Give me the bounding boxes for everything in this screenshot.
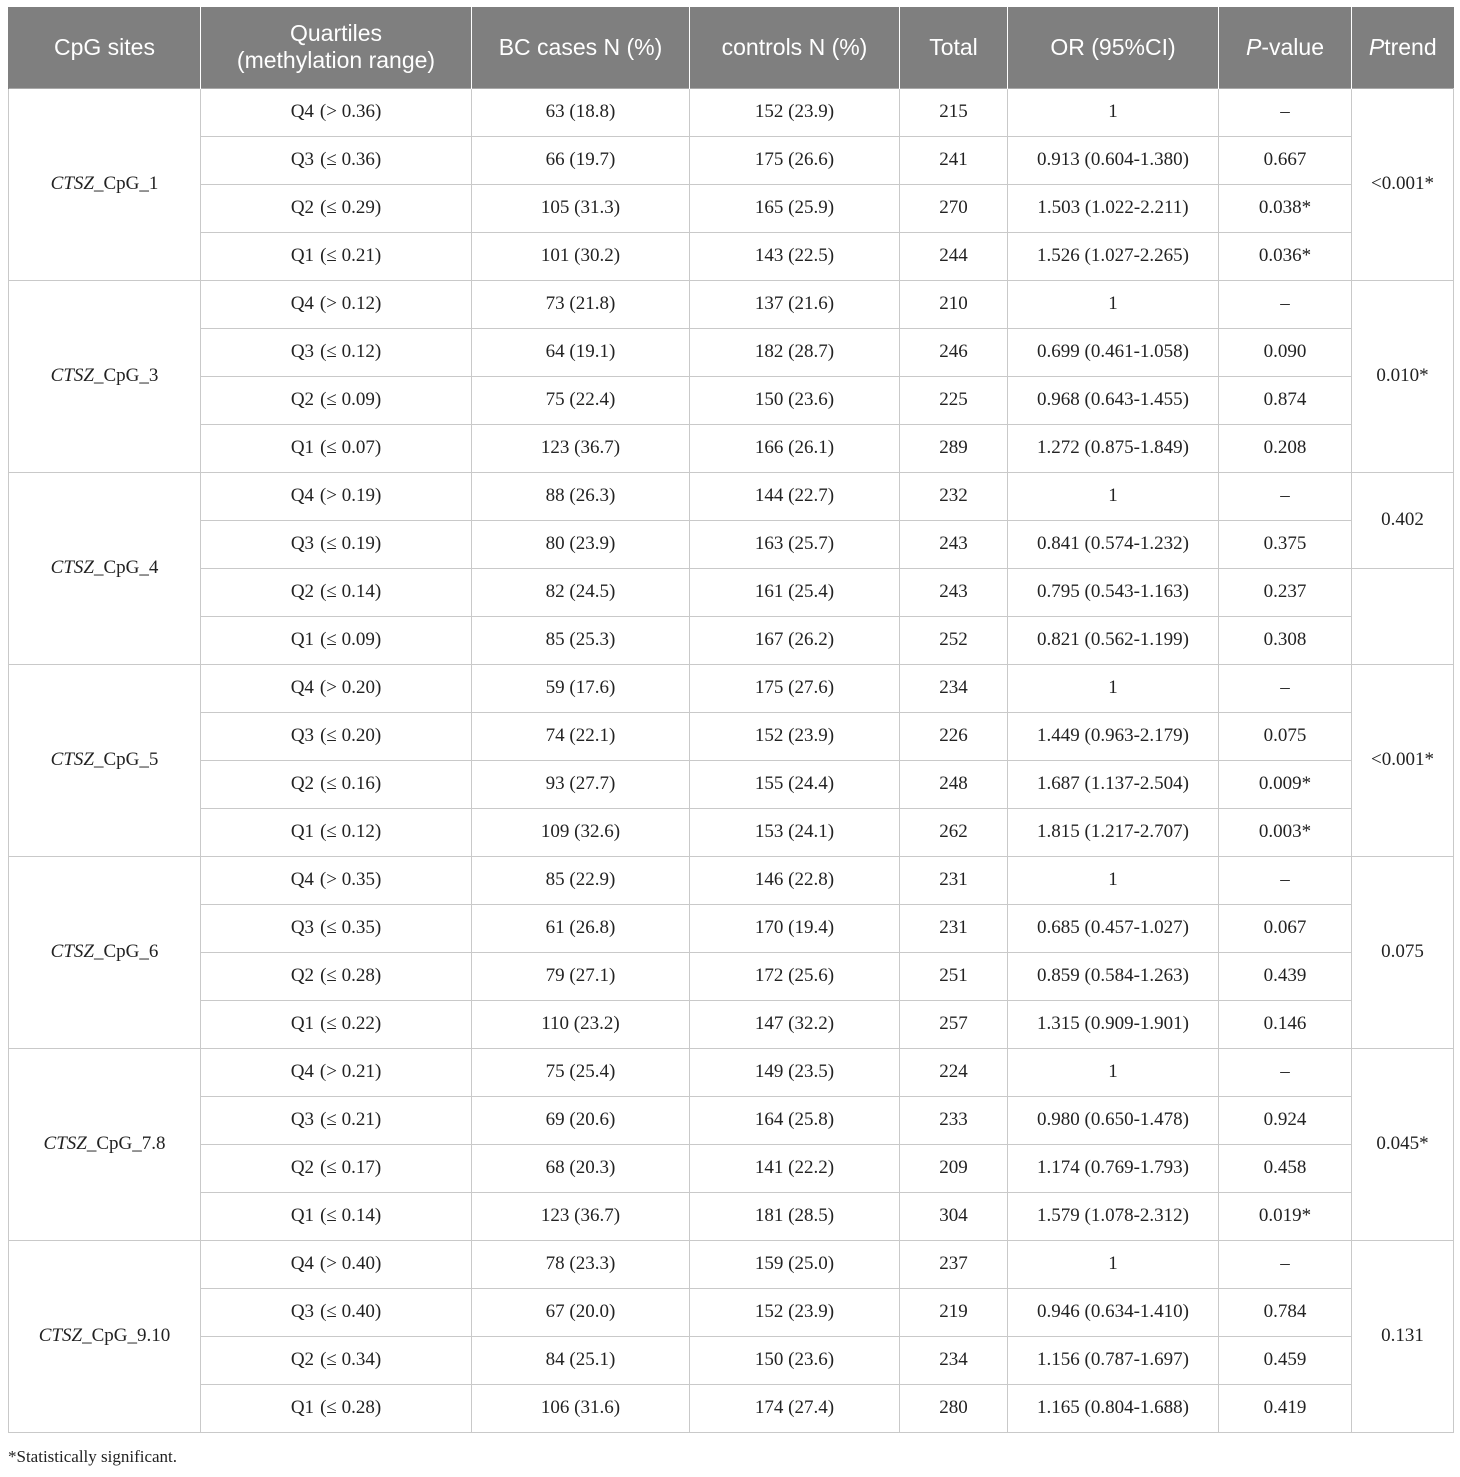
methylation-range: (≤ 0.07) (320, 437, 382, 458)
p-trend-cell: 0.075 (1352, 856, 1454, 1048)
footnote: *Statistically significant. (8, 1447, 178, 1466)
controls-cell: 159 (25.0) (690, 1240, 900, 1288)
p-value-cell: 0.208 (1219, 424, 1352, 472)
table-body (9, 88, 1454, 1432)
header-p-value: P-value (1219, 7, 1352, 88)
p-value-cell: – (1219, 280, 1352, 328)
table-row (9, 712, 1454, 760)
bc-cases-cell: 88 (26.3) (472, 472, 690, 520)
table-row (9, 1144, 1454, 1192)
bc-cases-cell: 59 (17.6) (472, 664, 690, 712)
quartile-label: Q3 (290, 341, 315, 362)
odds-ratio-cell: 1.526 (1.027-2.265) (1008, 232, 1219, 280)
methylation-range: (≤ 0.19) (320, 533, 382, 554)
controls-cell: 182 (28.7) (690, 328, 900, 376)
quartile-label: Q3 (290, 149, 315, 170)
cpg-site-gene: CTSZ (50, 365, 94, 386)
total-cell: 243 (900, 520, 1008, 568)
controls-cell: 174 (27.4) (690, 1384, 900, 1432)
header-bc-cases: BC cases N (%) (472, 7, 690, 88)
table-row (9, 568, 1454, 616)
total-cell: 224 (900, 1048, 1008, 1096)
total-cell: 219 (900, 1288, 1008, 1336)
odds-ratio-cell: 0.795 (0.543-1.163) (1008, 568, 1219, 616)
controls-cell: 152 (23.9) (690, 712, 900, 760)
methylation-range: (≤ 0.16) (320, 773, 382, 794)
odds-ratio-cell: 0.699 (0.461-1.058) (1008, 328, 1219, 376)
controls-cell: 163 (25.7) (690, 520, 900, 568)
bc-cases-cell: 79 (27.1) (472, 952, 690, 1000)
controls-cell: 153 (24.1) (690, 808, 900, 856)
cpg-site-suffix: _CpG_4 (93, 557, 159, 578)
cpg-site-cell (9, 1240, 201, 1432)
p-value-cell: – (1219, 88, 1352, 136)
p-value-cell: – (1219, 1048, 1352, 1096)
total-cell: 231 (900, 904, 1008, 952)
quartile-label: Q4 (290, 485, 314, 506)
total-cell: 304 (900, 1192, 1008, 1240)
methylation-range: (≤ 0.21) (320, 1109, 382, 1130)
odds-ratio-cell: 1 (1008, 472, 1219, 520)
methylation-range: (≤ 0.14) (320, 581, 382, 602)
odds-ratio-cell: 1.687 (1.137-2.504) (1008, 760, 1219, 808)
quartile-label: Q2 (290, 1349, 315, 1370)
bc-cases-cell: 61 (26.8) (472, 904, 690, 952)
odds-ratio-cell: 0.946 (0.634-1.410) (1008, 1288, 1219, 1336)
total-cell: 231 (900, 856, 1008, 904)
quartile-cell (201, 520, 472, 568)
controls-cell: 150 (23.6) (690, 1336, 900, 1384)
total-cell: 257 (900, 1000, 1008, 1048)
cpg-site-gene: CTSZ (50, 749, 94, 770)
total-cell: 243 (900, 568, 1008, 616)
cpg-site-gene: CTSZ (50, 941, 94, 962)
table-row (9, 808, 1454, 856)
odds-ratio-cell: 0.980 (0.650-1.478) (1008, 1096, 1219, 1144)
p-value-cell: 0.003* (1219, 808, 1352, 856)
controls-cell: 164 (25.8) (690, 1096, 900, 1144)
p-trend-cell: 0.131 (1352, 1240, 1454, 1432)
p-trend-cell (1352, 568, 1454, 664)
total-cell: 251 (900, 952, 1008, 1000)
total-cell: 246 (900, 328, 1008, 376)
total-cell: 237 (900, 1240, 1008, 1288)
controls-cell: 175 (26.6) (690, 136, 900, 184)
header-controls: controls N (%) (690, 7, 900, 88)
controls-cell: 144 (22.7) (690, 472, 900, 520)
table-row (9, 136, 1454, 184)
header-or: OR (95%CI) (1008, 7, 1219, 88)
quartile-label: Q1 (290, 245, 315, 266)
p-value-cell: 0.075 (1219, 712, 1352, 760)
quartile-label: Q3 (290, 1109, 315, 1130)
table-row (9, 664, 1454, 712)
odds-ratio-cell: 1.174 (0.769-1.793) (1008, 1144, 1219, 1192)
p-value-cell: – (1219, 856, 1352, 904)
controls-cell: 146 (22.8) (690, 856, 900, 904)
quartile-label: Q3 (290, 725, 315, 746)
bc-cases-cell: 73 (21.8) (472, 280, 690, 328)
table-row (9, 1048, 1454, 1096)
table-row (9, 232, 1454, 280)
bc-cases-cell: 75 (25.4) (472, 1048, 690, 1096)
quartile-cell (201, 280, 472, 328)
p-value-cell: 0.038* (1219, 184, 1352, 232)
controls-cell: 147 (32.2) (690, 1000, 900, 1048)
quartile-cell (201, 1240, 472, 1288)
methylation-range: (≤ 0.21) (320, 245, 382, 266)
quartile-label: Q4 (290, 677, 314, 698)
odds-ratio-cell: 0.913 (0.604-1.380) (1008, 136, 1219, 184)
bc-cases-cell: 68 (20.3) (472, 1144, 690, 1192)
quartile-label: Q4 (290, 293, 314, 314)
bc-cases-cell: 85 (25.3) (472, 616, 690, 664)
cpg-site-suffix: _CpG_9.10 (82, 1325, 171, 1346)
p-trend-cell: <0.001* (1352, 664, 1454, 856)
cpg-site-gene: CTSZ (43, 1133, 87, 1154)
controls-cell: 141 (22.2) (690, 1144, 900, 1192)
methylation-range: (≤ 0.12) (320, 821, 382, 842)
table-row (9, 328, 1454, 376)
p-value-cell: 0.784 (1219, 1288, 1352, 1336)
p-value-cell: 0.459 (1219, 1336, 1352, 1384)
odds-ratio-cell: 1.815 (1.217-2.707) (1008, 808, 1219, 856)
quartile-cell (201, 712, 472, 760)
controls-cell: 152 (23.9) (690, 88, 900, 136)
methylation-range: (> 0.20) (319, 677, 382, 698)
quartile-label: Q2 (290, 773, 315, 794)
odds-ratio-cell: 1.579 (1.078-2.312) (1008, 1192, 1219, 1240)
methylation-range: (≤ 0.17) (320, 1157, 382, 1178)
total-cell: 234 (900, 664, 1008, 712)
methylation-range: (≤ 0.12) (320, 341, 382, 362)
odds-ratio-cell: 1 (1008, 856, 1219, 904)
total-cell: 226 (900, 712, 1008, 760)
quartile-cell (201, 808, 472, 856)
total-cell: 289 (900, 424, 1008, 472)
quartile-cell (201, 1048, 472, 1096)
p-trend-cell: 0.402 (1352, 472, 1454, 568)
odds-ratio-cell: 1.315 (0.909-1.901) (1008, 1000, 1219, 1048)
table-row (9, 1000, 1454, 1048)
total-cell: 233 (900, 1096, 1008, 1144)
cpg-site-cell (9, 1048, 201, 1240)
total-cell: 252 (900, 616, 1008, 664)
table-row (9, 952, 1454, 1000)
odds-ratio-cell: 1.503 (1.022-2.211) (1008, 184, 1219, 232)
cpg-site-gene: CTSZ (50, 557, 94, 578)
table-row (9, 1192, 1454, 1240)
controls-cell: 172 (25.6) (690, 952, 900, 1000)
cpg-site-gene: CTSZ (50, 173, 94, 194)
p-value-cell: 0.439 (1219, 952, 1352, 1000)
quartile-label: Q1 (290, 1205, 315, 1226)
quartile-cell (201, 376, 472, 424)
bc-cases-cell: 123 (36.7) (472, 1192, 690, 1240)
p-value-cell: 0.036* (1219, 232, 1352, 280)
cpg-site-suffix: _CpG_3 (93, 365, 159, 386)
bc-cases-cell: 66 (19.7) (472, 136, 690, 184)
bc-cases-cell: 74 (22.1) (472, 712, 690, 760)
bc-cases-cell: 80 (23.9) (472, 520, 690, 568)
quartile-cell (201, 328, 472, 376)
total-cell: 270 (900, 184, 1008, 232)
controls-cell: 167 (26.2) (690, 616, 900, 664)
cpg-site-gene: CTSZ (38, 1325, 83, 1346)
total-cell: 241 (900, 136, 1008, 184)
cpg-site-suffix: _CpG_7.8 (86, 1133, 166, 1154)
quartile-label: Q3 (290, 533, 315, 554)
bc-cases-cell: 85 (22.9) (472, 856, 690, 904)
p-value-cell: 0.375 (1219, 520, 1352, 568)
header-quartiles: Quartiles (methylation range) (201, 7, 472, 88)
quartile-label: Q4 (290, 869, 314, 890)
controls-cell: 161 (25.4) (690, 568, 900, 616)
bc-cases-cell: 101 (30.2) (472, 232, 690, 280)
quartile-label: Q2 (290, 197, 315, 218)
odds-ratio-cell: 0.821 (0.562-1.199) (1008, 616, 1219, 664)
methylation-range: (≤ 0.35) (320, 917, 382, 938)
quartile-label: Q4 (290, 101, 314, 122)
quartile-label: Q2 (290, 581, 315, 602)
quartile-cell (201, 1192, 472, 1240)
p-value-cell: 0.924 (1219, 1096, 1352, 1144)
quartile-cell (201, 184, 472, 232)
controls-cell: 175 (27.6) (690, 664, 900, 712)
odds-ratio-cell: 0.841 (0.574-1.232) (1008, 520, 1219, 568)
bc-cases-cell: 82 (24.5) (472, 568, 690, 616)
p-value-cell: – (1219, 1240, 1352, 1288)
cpg-site-cell (9, 664, 201, 856)
quartile-label: Q1 (290, 1013, 315, 1034)
table-row (9, 856, 1454, 904)
quartile-label: Q3 (290, 917, 315, 938)
quartile-cell (201, 904, 472, 952)
quartile-cell (201, 616, 472, 664)
table-row (9, 520, 1454, 568)
p-value-cell: 0.308 (1219, 616, 1352, 664)
quartile-cell (201, 952, 472, 1000)
controls-cell: 165 (25.9) (690, 184, 900, 232)
odds-ratio-cell: 0.685 (0.457-1.027) (1008, 904, 1219, 952)
p-trend-cell: <0.001* (1352, 88, 1454, 280)
total-cell: 232 (900, 472, 1008, 520)
quartile-label: Q2 (290, 389, 315, 410)
quartile-cell (201, 1144, 472, 1192)
methylation-range: (> 0.21) (319, 1061, 382, 1082)
bc-cases-cell: 110 (23.2) (472, 1000, 690, 1048)
bc-cases-cell: 105 (31.3) (472, 184, 690, 232)
quartile-cell (201, 88, 472, 136)
methylation-range: (≤ 0.28) (320, 1397, 382, 1418)
bc-cases-cell: 69 (20.6) (472, 1096, 690, 1144)
quartile-cell (201, 1288, 472, 1336)
odds-ratio-cell: 0.859 (0.584-1.263) (1008, 952, 1219, 1000)
total-cell: 234 (900, 1336, 1008, 1384)
table-row (9, 472, 1454, 520)
total-cell: 248 (900, 760, 1008, 808)
cpg-site-cell (9, 856, 201, 1048)
bc-cases-cell: 67 (20.0) (472, 1288, 690, 1336)
quartile-label: Q4 (290, 1253, 314, 1274)
table-row (9, 1240, 1454, 1288)
quartile-label: Q1 (290, 437, 315, 458)
controls-cell: 181 (28.5) (690, 1192, 900, 1240)
odds-ratio-cell: 1 (1008, 1048, 1219, 1096)
p-value-cell: 0.874 (1219, 376, 1352, 424)
total-cell: 244 (900, 232, 1008, 280)
cpg-site-suffix: _CpG_1 (93, 173, 159, 194)
methylation-range: (≤ 0.22) (320, 1013, 382, 1034)
odds-ratio-cell: 1 (1008, 664, 1219, 712)
cpg-site-cell (9, 88, 201, 280)
methylation-range: (≤ 0.09) (320, 629, 382, 650)
quartile-cell (201, 760, 472, 808)
p-value-cell: 0.667 (1219, 136, 1352, 184)
odds-ratio-cell: 0.968 (0.643-1.455) (1008, 376, 1219, 424)
total-cell: 215 (900, 88, 1008, 136)
quartile-label: Q3 (290, 1301, 315, 1322)
quartile-label: Q1 (290, 821, 315, 842)
p-value-cell: 0.009* (1219, 760, 1352, 808)
bc-cases-cell: 123 (36.7) (472, 424, 690, 472)
total-cell: 209 (900, 1144, 1008, 1192)
p-value-cell: – (1219, 664, 1352, 712)
p-trend-cell: 0.045* (1352, 1048, 1454, 1240)
controls-cell: 166 (26.1) (690, 424, 900, 472)
odds-ratio-cell: 1 (1008, 1240, 1219, 1288)
quartile-label: Q2 (290, 965, 315, 986)
quartile-cell (201, 1336, 472, 1384)
table-row (9, 1288, 1454, 1336)
methylation-range: (> 0.19) (319, 485, 382, 506)
odds-ratio-cell: 1.272 (0.875-1.849) (1008, 424, 1219, 472)
methylation-range: (> 0.40) (319, 1253, 382, 1274)
table-row (9, 88, 1454, 136)
bc-cases-cell: 84 (25.1) (472, 1336, 690, 1384)
p-value-cell: 0.146 (1219, 1000, 1352, 1048)
quartile-cell (201, 1000, 472, 1048)
quartile-cell (201, 1384, 472, 1432)
p-value-cell: 0.419 (1219, 1384, 1352, 1432)
quartile-label: Q1 (290, 1397, 315, 1418)
quartile-cell (201, 856, 472, 904)
total-cell: 280 (900, 1384, 1008, 1432)
p-value-cell: 0.019* (1219, 1192, 1352, 1240)
cpg-site-cell (9, 472, 201, 664)
odds-ratio-cell: 1.156 (0.787-1.697) (1008, 1336, 1219, 1384)
header-p-trend: Ptrend (1352, 7, 1454, 88)
header-row (9, 7, 1454, 88)
controls-cell: 150 (23.6) (690, 376, 900, 424)
table-row (9, 1096, 1454, 1144)
odds-ratio-cell: 1.449 (0.963-2.179) (1008, 712, 1219, 760)
methylation-range: (> 0.12) (319, 293, 382, 314)
cpg-site-cell (9, 280, 201, 472)
header-cpg-sites: CpG sites (9, 7, 201, 88)
table-row (9, 280, 1454, 328)
quartile-cell (201, 568, 472, 616)
bc-cases-cell: 106 (31.6) (472, 1384, 690, 1432)
methylation-range: (> 0.36) (319, 101, 382, 122)
p-value-cell: 0.067 (1219, 904, 1352, 952)
bc-cases-cell: 93 (27.7) (472, 760, 690, 808)
total-cell: 262 (900, 808, 1008, 856)
quartile-cell (201, 424, 472, 472)
quartile-label: Q4 (290, 1061, 314, 1082)
methylation-range: (≤ 0.28) (320, 965, 382, 986)
methylation-range: (≤ 0.20) (320, 725, 382, 746)
p-value-cell: 0.458 (1219, 1144, 1352, 1192)
total-cell: 225 (900, 376, 1008, 424)
odds-ratio-cell: 1.165 (0.804-1.688) (1008, 1384, 1219, 1432)
total-cell: 210 (900, 280, 1008, 328)
quartile-cell (201, 472, 472, 520)
odds-ratio-cell: 1 (1008, 88, 1219, 136)
methylation-range: (≤ 0.14) (320, 1205, 382, 1226)
quartile-cell (201, 1096, 472, 1144)
controls-cell: 170 (19.4) (690, 904, 900, 952)
quartile-label: Q1 (290, 629, 315, 650)
methylation-range: (≤ 0.09) (320, 389, 382, 410)
controls-cell: 155 (24.4) (690, 760, 900, 808)
bc-cases-cell: 109 (32.6) (472, 808, 690, 856)
table-row (9, 1336, 1454, 1384)
header-total: Total (900, 7, 1008, 88)
bc-cases-cell: 78 (23.3) (472, 1240, 690, 1288)
methylation-range: (> 0.35) (319, 869, 382, 890)
bc-cases-cell: 64 (19.1) (472, 328, 690, 376)
bc-cases-cell: 75 (22.4) (472, 376, 690, 424)
p-value-cell: 0.237 (1219, 568, 1352, 616)
controls-cell: 143 (22.5) (690, 232, 900, 280)
table-row (9, 424, 1454, 472)
methylation-table (8, 7, 1454, 1433)
table-row (9, 376, 1454, 424)
controls-cell: 137 (21.6) (690, 280, 900, 328)
odds-ratio-cell: 1 (1008, 280, 1219, 328)
table-row (9, 904, 1454, 952)
methylation-range: (≤ 0.34) (320, 1349, 382, 1370)
table-row (9, 760, 1454, 808)
p-value-cell: 0.090 (1219, 328, 1352, 376)
cpg-site-suffix: _CpG_5 (93, 749, 159, 770)
quartile-cell (201, 136, 472, 184)
methylation-range: (≤ 0.29) (320, 197, 382, 218)
controls-cell: 152 (23.9) (690, 1288, 900, 1336)
table-row (9, 1384, 1454, 1432)
table-row (9, 616, 1454, 664)
p-value-cell: – (1219, 472, 1352, 520)
quartile-cell (201, 664, 472, 712)
table-row (9, 184, 1454, 232)
controls-cell: 149 (23.5) (690, 1048, 900, 1096)
methylation-range: (≤ 0.40) (320, 1301, 382, 1322)
quartile-label: Q2 (290, 1157, 315, 1178)
cpg-site-suffix: _CpG_6 (93, 941, 159, 962)
bc-cases-cell: 63 (18.8) (472, 88, 690, 136)
quartile-cell (201, 232, 472, 280)
p-trend-cell: 0.010* (1352, 280, 1454, 472)
methylation-range: (≤ 0.36) (320, 149, 382, 170)
